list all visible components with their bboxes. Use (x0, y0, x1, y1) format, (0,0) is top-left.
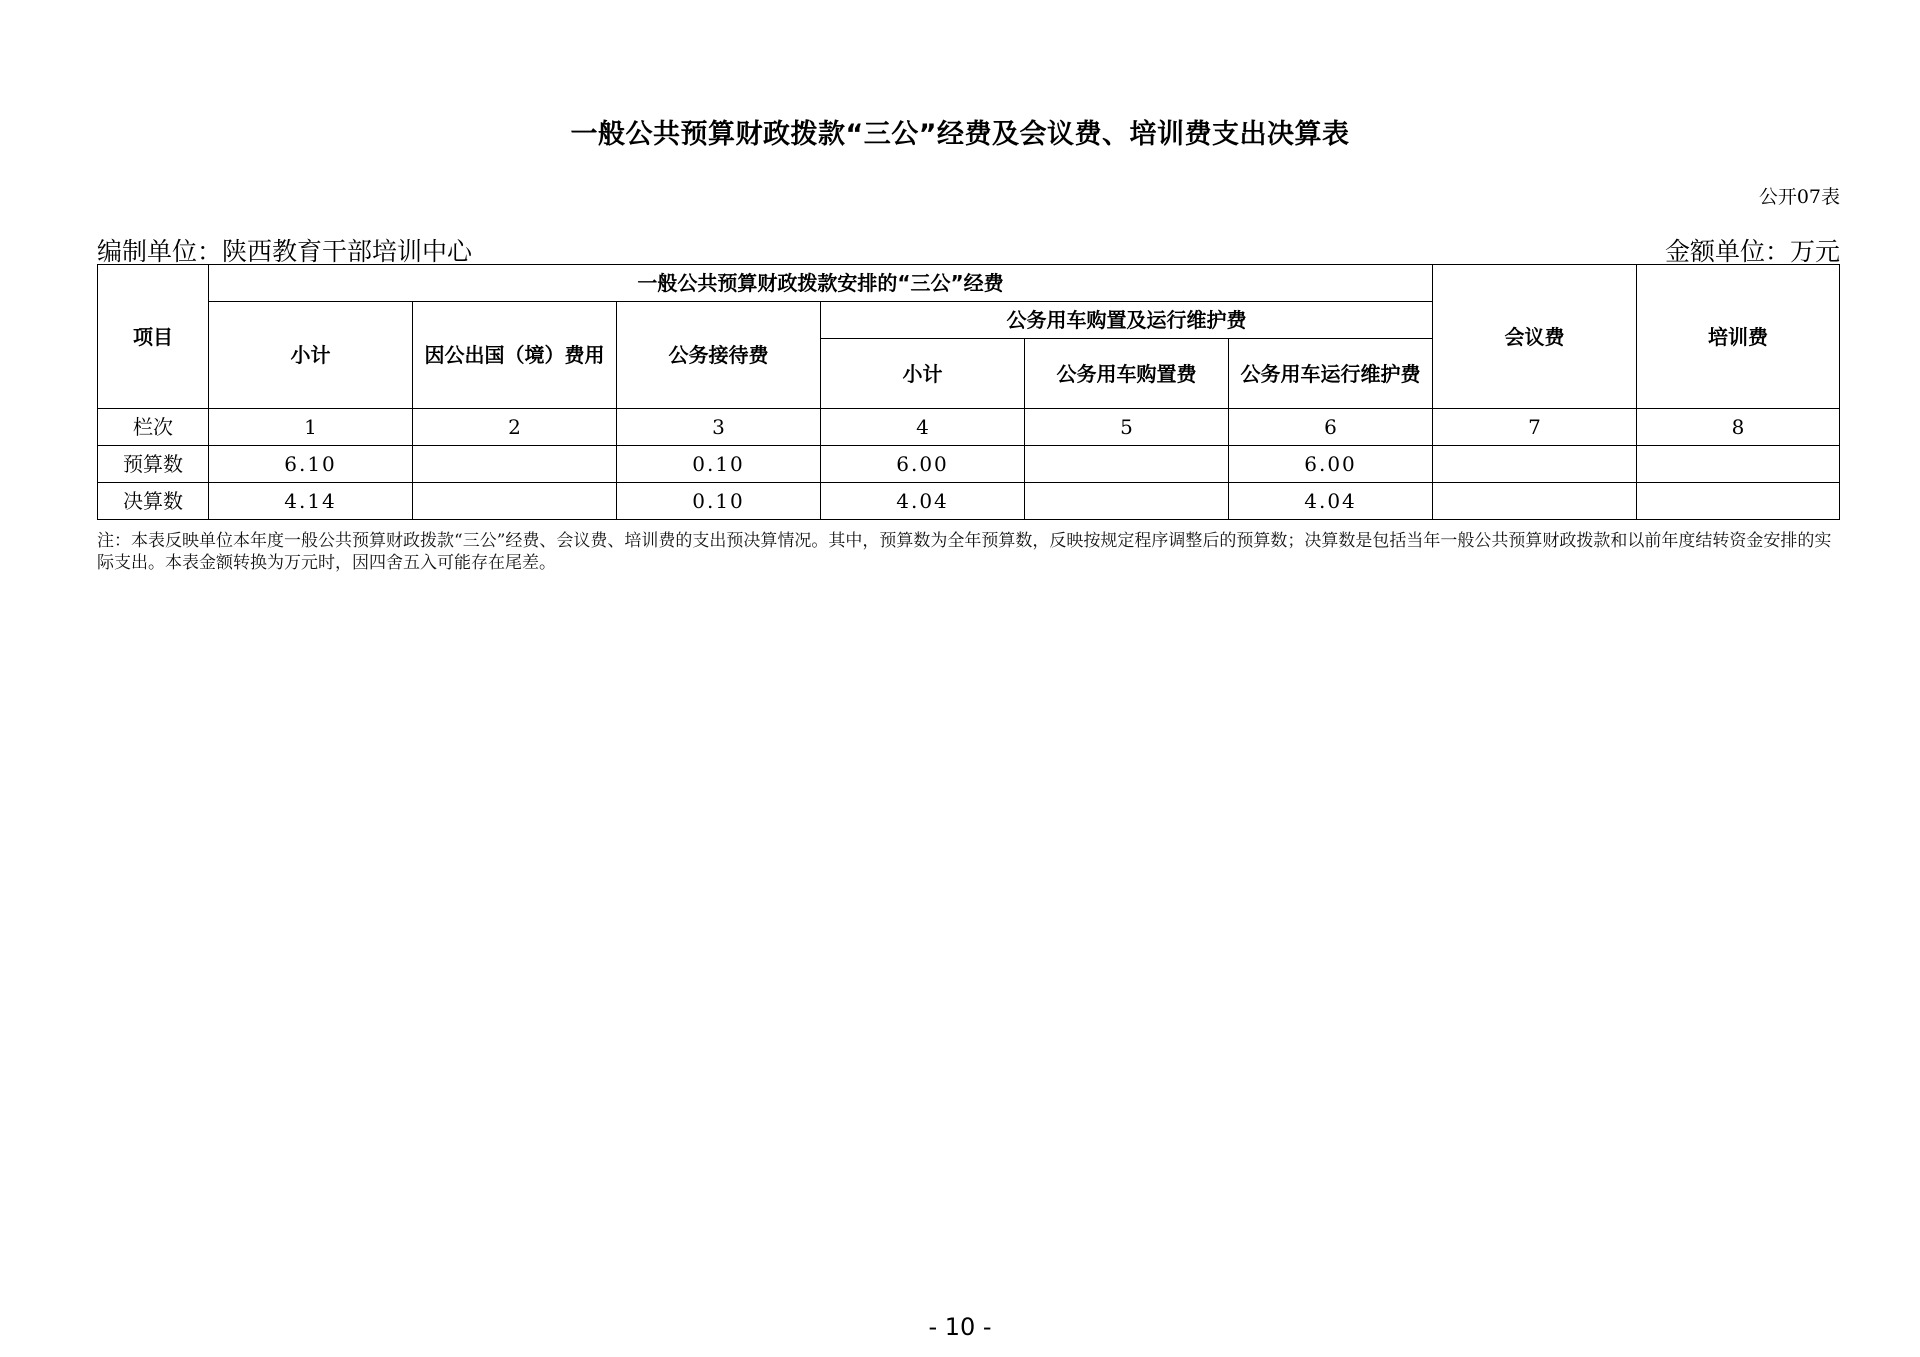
expenditure-table (97, 264, 1840, 520)
budget-value (413, 446, 617, 483)
header-sangong-group: 一般公共预算财政拨款安排的“三公”经费 (209, 265, 1433, 302)
budget-value: 0.10 (617, 446, 821, 483)
budget-value (1433, 446, 1637, 483)
page-number: - 10 - (928, 1313, 992, 1341)
column-number: 8 (1637, 409, 1840, 446)
page-title: 一般公共预算财政拨款“三公”经费及会议费、培训费支出决算表 (570, 119, 1350, 150)
final-value: 4.04 (1229, 483, 1433, 520)
column-number: 2 (413, 409, 617, 446)
final-value (1637, 483, 1840, 520)
final-value: 4.14 (209, 483, 413, 520)
column-number: 4 (821, 409, 1025, 446)
table-note: 注：本表反映单位本年度一般公共预算财政拨款“三公”经费、会议费、培训费的支出预决算情况。其中，预算数为全年预算数，反映按规定程序调整后的预算数；决算数是包括当年一般公共预算财政拨款和以前年度结转资金安排的实际支出。本表金额转换为万元时，因四舍五入可能存在尾差。 (97, 531, 1832, 573)
column-number: 1 (209, 409, 413, 446)
column-number-label: 栏次 (98, 409, 209, 446)
final-value (1025, 483, 1229, 520)
final-value (1433, 483, 1637, 520)
budget-value (1025, 446, 1229, 483)
header-vehicle-subtotal: 小计 (821, 339, 1025, 409)
column-number: 6 (1229, 409, 1433, 446)
final-value: 0.10 (617, 483, 821, 520)
form-number: 公开07表 (1758, 186, 1840, 208)
column-number: 7 (1433, 409, 1637, 446)
header-training: 培训费 (1637, 265, 1840, 409)
header-reception: 公务接待费 (617, 302, 821, 409)
prepared-by-unit: 编制单位：陕西教育干部培训中心 (97, 237, 473, 266)
budget-value: 6.00 (1229, 446, 1433, 483)
budget-value: 6.10 (209, 446, 413, 483)
header-item: 项目 (98, 265, 209, 409)
header-meeting: 会议费 (1433, 265, 1637, 409)
column-number-row (98, 409, 1840, 446)
column-number: 5 (1025, 409, 1229, 446)
budget-value: 6.00 (821, 446, 1025, 483)
final-value (413, 483, 617, 520)
budget-row (98, 446, 1840, 483)
header-vehicle-purchase: 公务用车购置费 (1025, 339, 1229, 409)
row-label-budget: 预算数 (98, 446, 209, 483)
header-subtotal: 小计 (209, 302, 413, 409)
header-vehicle-group: 公务用车购置及运行维护费 (821, 302, 1433, 339)
amount-unit: 金额单位：万元 (1664, 237, 1840, 266)
column-number: 3 (617, 409, 821, 446)
final-account-row (98, 483, 1840, 520)
header-vehicle-operation: 公务用车运行维护费 (1229, 339, 1433, 409)
final-value: 4.04 (821, 483, 1025, 520)
row-label-final: 决算数 (98, 483, 209, 520)
budget-value (1637, 446, 1840, 483)
header-outbound: 因公出国（境）费用 (413, 302, 617, 409)
